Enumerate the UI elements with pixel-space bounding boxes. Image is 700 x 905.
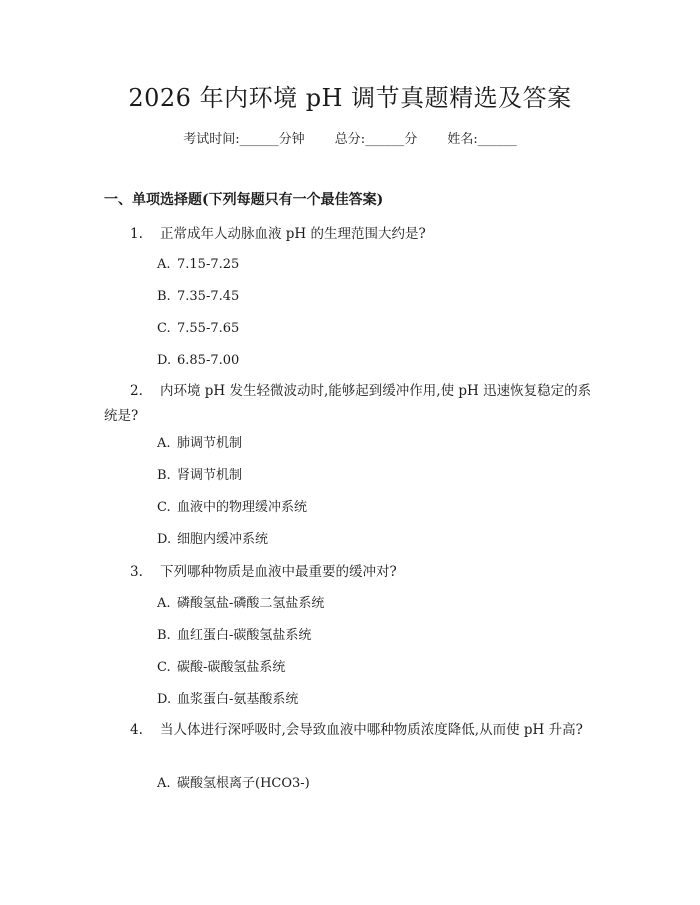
exam-time-blank: ______	[239, 132, 279, 147]
option-letter: B.	[157, 468, 171, 483]
option-2d	[157, 530, 268, 550]
exam-time-unit: 分钟	[278, 132, 305, 147]
option-letter: A.	[157, 436, 171, 451]
question-text: 内环境 pH 发生轻微波动时,能够起到缓冲作用,使 pH 迅速恢复稳定的系统是?	[104, 383, 592, 424]
option-text: 磷酸氢盐-磷酸二氢盐系统	[177, 596, 325, 611]
total-score-field	[335, 132, 422, 147]
exam-info-line	[0, 130, 700, 150]
question-number: 3.	[130, 564, 143, 580]
option-letter: A.	[157, 257, 171, 272]
option-text: 血液中的物理缓冲系统	[177, 500, 308, 515]
option-letter: C.	[157, 660, 171, 675]
exam-time-field	[183, 132, 309, 147]
option-letter: C.	[157, 500, 171, 515]
option-text: 7.35-7.45	[177, 289, 240, 304]
option-3a	[157, 594, 324, 614]
option-text: 肺调节机制	[177, 436, 243, 451]
question-text: 下列哪种物质是血液中最重要的缓冲对?	[160, 564, 397, 580]
option-2c	[157, 498, 307, 518]
document-title: 2026 年内环境 pH 调节真题精选及答案	[128, 84, 572, 112]
option-2a	[157, 434, 242, 454]
option-text: 血浆蛋白-氨基酸系统	[177, 692, 299, 707]
option-letter: B.	[157, 289, 171, 304]
option-2b	[157, 466, 242, 486]
option-text: 7.15-7.25	[177, 257, 240, 272]
question-4	[104, 718, 604, 743]
question-number: 1.	[130, 226, 143, 242]
total-score-label: 总分:	[334, 132, 366, 147]
question-1	[104, 222, 604, 247]
question-text: 当人体进行深呼吸时,会导致血液中哪种物质浓度降低,从而使 pH 升高?	[160, 722, 583, 738]
option-text: 6.85-7.00	[177, 353, 240, 368]
name-label: 姓名:	[447, 132, 478, 147]
total-score-unit: 分	[404, 132, 418, 147]
option-3d	[157, 690, 298, 710]
section-title: 一、单项选择题(下列每题只有一个最佳答案)	[104, 192, 384, 208]
option-4a	[157, 774, 310, 794]
option-text: 血红蛋白-碳酸氢盐系统	[177, 628, 312, 643]
total-score-blank: ______	[365, 132, 405, 147]
question-3	[104, 560, 604, 585]
option-letter: C.	[157, 321, 171, 336]
name-blank: ______	[477, 132, 517, 147]
exam-time-label: 考试时间:	[183, 132, 240, 147]
option-text: 碳酸氢根离子(HCO3-)	[177, 776, 310, 791]
option-letter: A.	[157, 596, 171, 611]
option-3c	[157, 658, 285, 678]
option-letter: D.	[157, 692, 172, 707]
question-2	[104, 379, 604, 429]
option-text: 碳酸-碳酸氢盐系统	[177, 660, 286, 675]
option-1d	[157, 351, 239, 371]
question-text: 正常成年人动脉血液 pH 的生理范围大约是?	[160, 226, 426, 242]
option-text: 肾调节机制	[177, 468, 243, 483]
option-letter: A.	[157, 776, 171, 791]
option-text: 7.55-7.65	[177, 321, 240, 336]
question-number: 2.	[130, 383, 143, 399]
option-text: 细胞内缓冲系统	[177, 532, 269, 547]
option-1b	[157, 287, 239, 307]
option-3b	[157, 626, 311, 646]
option-1a	[157, 255, 239, 275]
name-field	[447, 132, 516, 147]
option-letter: B.	[157, 628, 171, 643]
option-1c	[157, 319, 239, 339]
question-number: 4.	[130, 722, 143, 738]
option-letter: D.	[157, 353, 172, 368]
option-letter: D.	[157, 532, 172, 547]
